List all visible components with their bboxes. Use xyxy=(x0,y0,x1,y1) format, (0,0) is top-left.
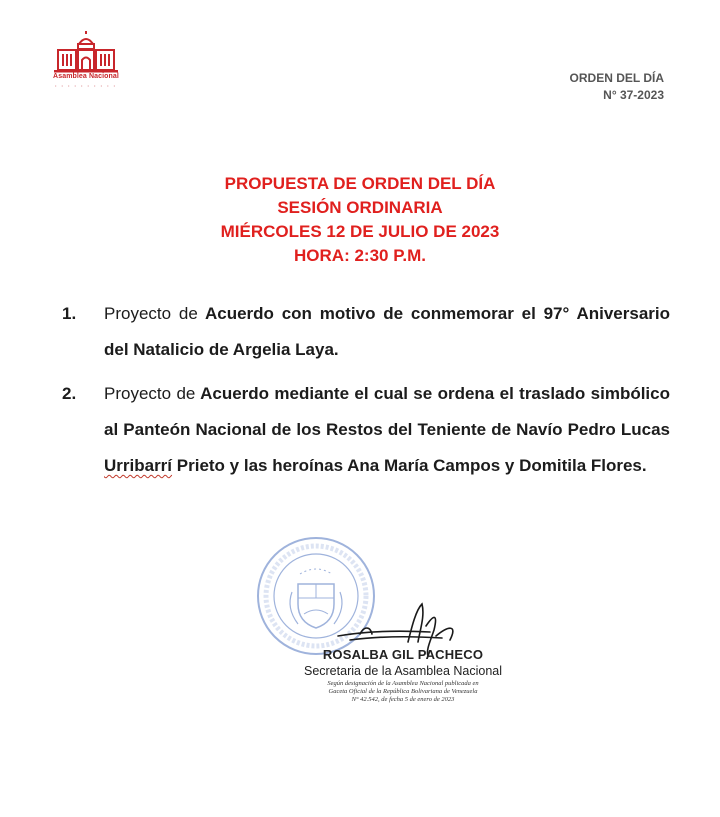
agenda-item-body-part-b: Prieto y las heroínas Ana María Campos y Domitila Flores. xyxy=(176,456,647,475)
signatory-note-line: Según designación de la Asamblea Nacional publicada en xyxy=(327,680,479,687)
heading-session: SESIÓN ORDINARIA xyxy=(277,198,443,217)
signatory-note xyxy=(268,680,538,704)
agenda-list xyxy=(62,296,670,492)
agenda-item-body: Acuerdo con motivo de conmemorar el 97° Aniversario del Natalicio de Argelia Laya. xyxy=(104,304,671,359)
heading-title: PROPUESTA DE ORDEN DEL DÍA xyxy=(224,174,496,193)
logo-label: Asamblea Nacional xyxy=(53,73,119,80)
agenda-item-number: 2. xyxy=(62,384,77,403)
reference-block xyxy=(570,70,664,104)
agenda-item-body-part-a: Acuerdo mediante el cual se ordena el traslado simbólico al Panteón Nacional de los Restos del Teniente de Navío Pedro Lucas xyxy=(104,384,670,439)
signatory-role: Secretaria de la Asamblea Nacional xyxy=(303,664,503,678)
logo-decorative-strip: • • • • • • • • • • xyxy=(54,83,117,88)
reference-number: N° 37-2023 xyxy=(603,88,664,102)
reference-title: ORDEN DEL DÍA xyxy=(569,71,664,85)
document-heading xyxy=(0,172,720,268)
agenda-item-underlined-name: Urribarrí xyxy=(104,456,173,475)
heading-date: MIÉRCOLES 12 DE JULIO DE 2023 xyxy=(220,222,500,241)
agenda-item-text xyxy=(104,296,670,368)
agenda-item xyxy=(62,376,670,484)
agenda-item-prefix: Proyecto de xyxy=(104,384,196,403)
agenda-item-number: 1. xyxy=(62,304,77,323)
signatory-note-line: N° 42.542, de fecha 5 de enero de 2023 xyxy=(351,696,455,703)
asamblea-nacional-logo xyxy=(50,30,122,94)
signatory-block xyxy=(268,647,538,704)
agenda-item xyxy=(62,296,670,368)
agenda-item-prefix: Proyecto de xyxy=(104,304,198,323)
heading-time: HORA: 2:30 P.M. xyxy=(294,246,426,265)
capitol-building-icon xyxy=(50,30,122,74)
signatory-name: ROSALBA GIL PACHECO xyxy=(322,647,484,662)
signatory-note-line: Gaceta Oficial de la República Bolivariana de Venezuela xyxy=(328,688,478,695)
agenda-item-text xyxy=(104,376,670,484)
